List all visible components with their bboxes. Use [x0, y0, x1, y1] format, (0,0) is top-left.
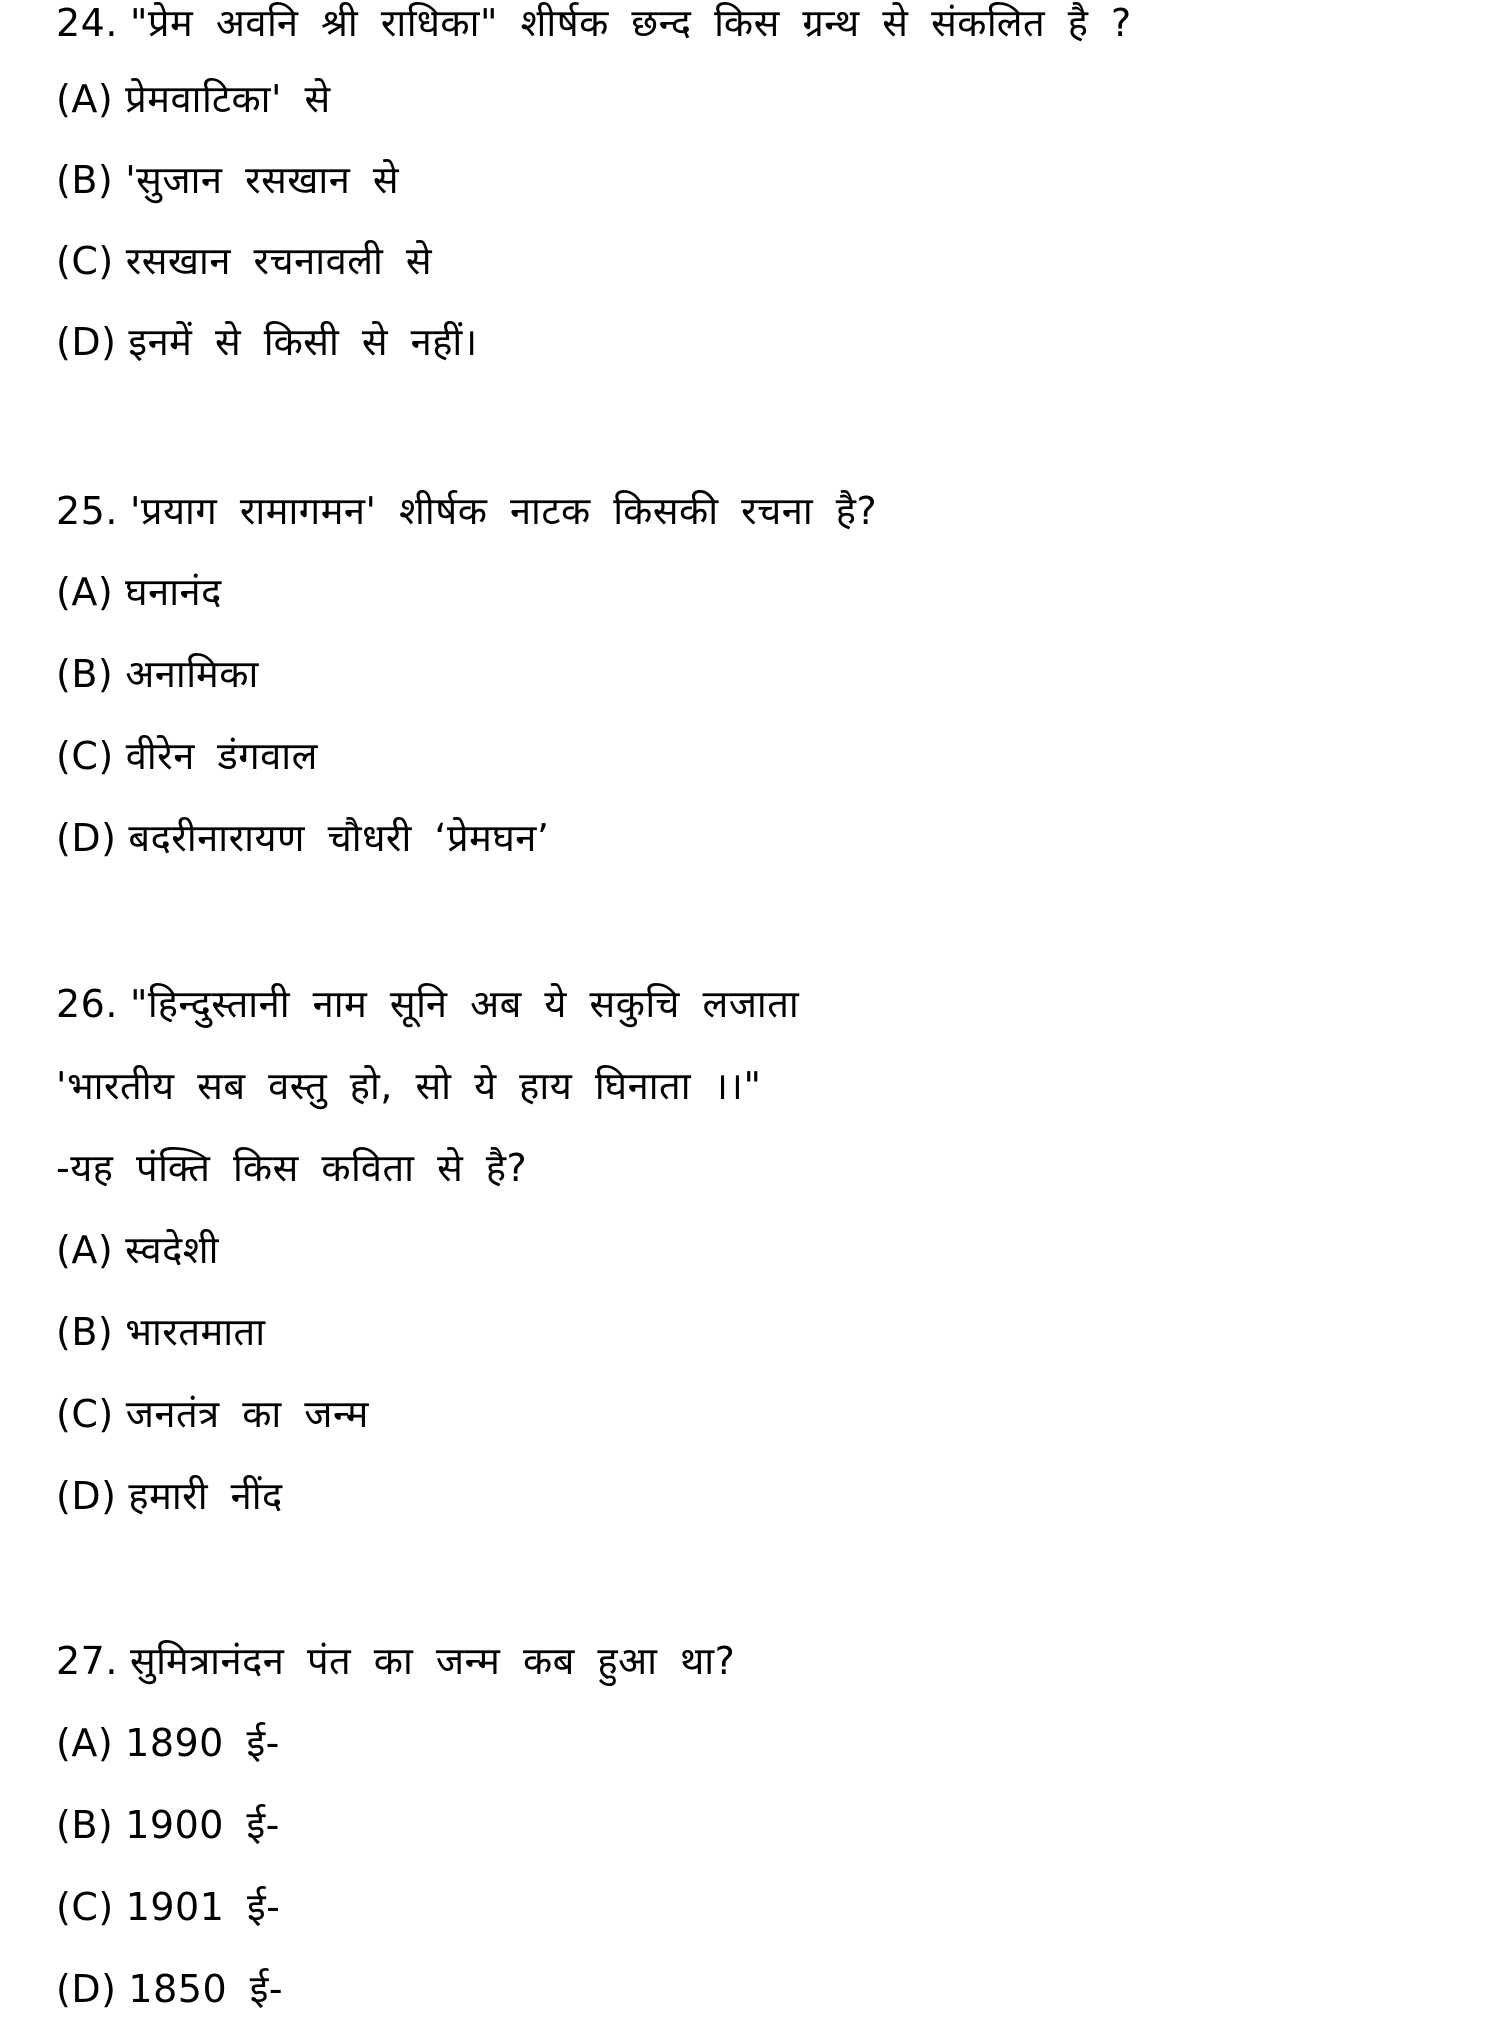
- option-label: (A): [56, 1228, 114, 1272]
- option-label: (C): [56, 734, 114, 778]
- option-text: 1900 ई-: [125, 1803, 280, 1847]
- question-25-option-c: [56, 735, 1465, 779]
- option-text: हमारी नींद: [128, 1474, 283, 1518]
- question-26-stem-line-3: [56, 1147, 1465, 1191]
- question-text: 'प्रयाग रामागमन' शीर्षक नाटक किसकी रचना है?: [129, 489, 878, 533]
- option-label: (D): [56, 1474, 117, 1518]
- option-text: भारतमाता: [125, 1310, 266, 1354]
- question-25-option-b: [56, 653, 1465, 697]
- option-text: 'सुजान रसखान से: [125, 158, 400, 202]
- option-label: (D): [56, 816, 117, 860]
- option-text: स्वदेशी: [125, 1228, 219, 1272]
- question-24-option-b: [56, 159, 1465, 203]
- question-text: 'भारतीय सब वस्तु हो, सो ये हाय घिनाता ।।": [56, 1064, 762, 1108]
- question-text: "हिन्दुस्तानी नाम सूनि अब ये सकुचि लजाता: [129, 982, 800, 1026]
- question-number: 26.: [56, 982, 118, 1026]
- option-label: (C): [56, 1392, 114, 1436]
- question-text: -यह पंक्ति किस कविता से है?: [56, 1146, 528, 1190]
- question-26-stem-line-2: [56, 1065, 1465, 1109]
- question-number: 24.: [56, 1, 118, 45]
- option-text: जनतंत्र का जन्म: [125, 1392, 369, 1436]
- question-26-option-c: [56, 1393, 1465, 1437]
- question-number: 27.: [56, 1639, 118, 1683]
- question-27-option-d: [56, 1968, 1465, 2012]
- option-label: (D): [56, 320, 117, 364]
- question-25-option-d: [56, 817, 1465, 861]
- question-text: सुमित्रानंदन पंत का जन्म कब हुआ था?: [129, 1639, 736, 1683]
- question-27-option-c: [56, 1886, 1465, 1930]
- option-text: 1890 ई-: [125, 1721, 280, 1765]
- question-26-option-b: [56, 1311, 1465, 1355]
- question-26-option-d: [56, 1475, 1465, 1519]
- option-text: घनानंद: [125, 570, 222, 614]
- option-label: (B): [56, 158, 114, 202]
- option-text: प्रेमवाटिका' से: [125, 77, 331, 121]
- question-text: "प्रेम अवनि श्री राधिका" शीर्षक छन्द किस ग्रन्थ से संकलित है ?: [129, 1, 1132, 45]
- option-label: (C): [56, 1885, 114, 1929]
- option-label: (A): [56, 570, 114, 614]
- question-24-option-c: [56, 240, 1465, 284]
- option-text: रसखान रचनावली से: [125, 239, 433, 283]
- question-24-stem: [56, 2, 1465, 46]
- question-25-option-a: [56, 571, 1465, 615]
- option-text: बदरीनारायण चौधरी ‘प्रेमघन’: [128, 816, 550, 860]
- option-label: (B): [56, 1803, 114, 1847]
- option-text: 1850 ई-: [128, 1967, 284, 2011]
- option-label: (B): [56, 652, 114, 696]
- option-label: (A): [56, 1721, 114, 1765]
- option-label: (C): [56, 239, 114, 283]
- question-27-option-b: [56, 1804, 1465, 1848]
- question-25-stem: [56, 490, 1465, 534]
- question-number: 25.: [56, 489, 118, 533]
- option-text: अनामिका: [125, 652, 259, 696]
- question-24-option-d: [56, 321, 1465, 365]
- question-26-option-a: [56, 1229, 1465, 1273]
- option-label: (B): [56, 1310, 114, 1354]
- option-text: वीरेन डंगवाल: [125, 734, 318, 778]
- option-label: (D): [56, 1967, 117, 2011]
- option-label: (A): [56, 77, 114, 121]
- question-26-stem: [56, 983, 1465, 1027]
- question-24-option-a: [56, 78, 1465, 122]
- option-text: इनमें से किसी से नहीं।: [128, 320, 478, 364]
- question-27-stem: [56, 1640, 1465, 1684]
- question-27-option-a: [56, 1722, 1465, 1766]
- option-text: 1901 ई-: [125, 1885, 281, 1929]
